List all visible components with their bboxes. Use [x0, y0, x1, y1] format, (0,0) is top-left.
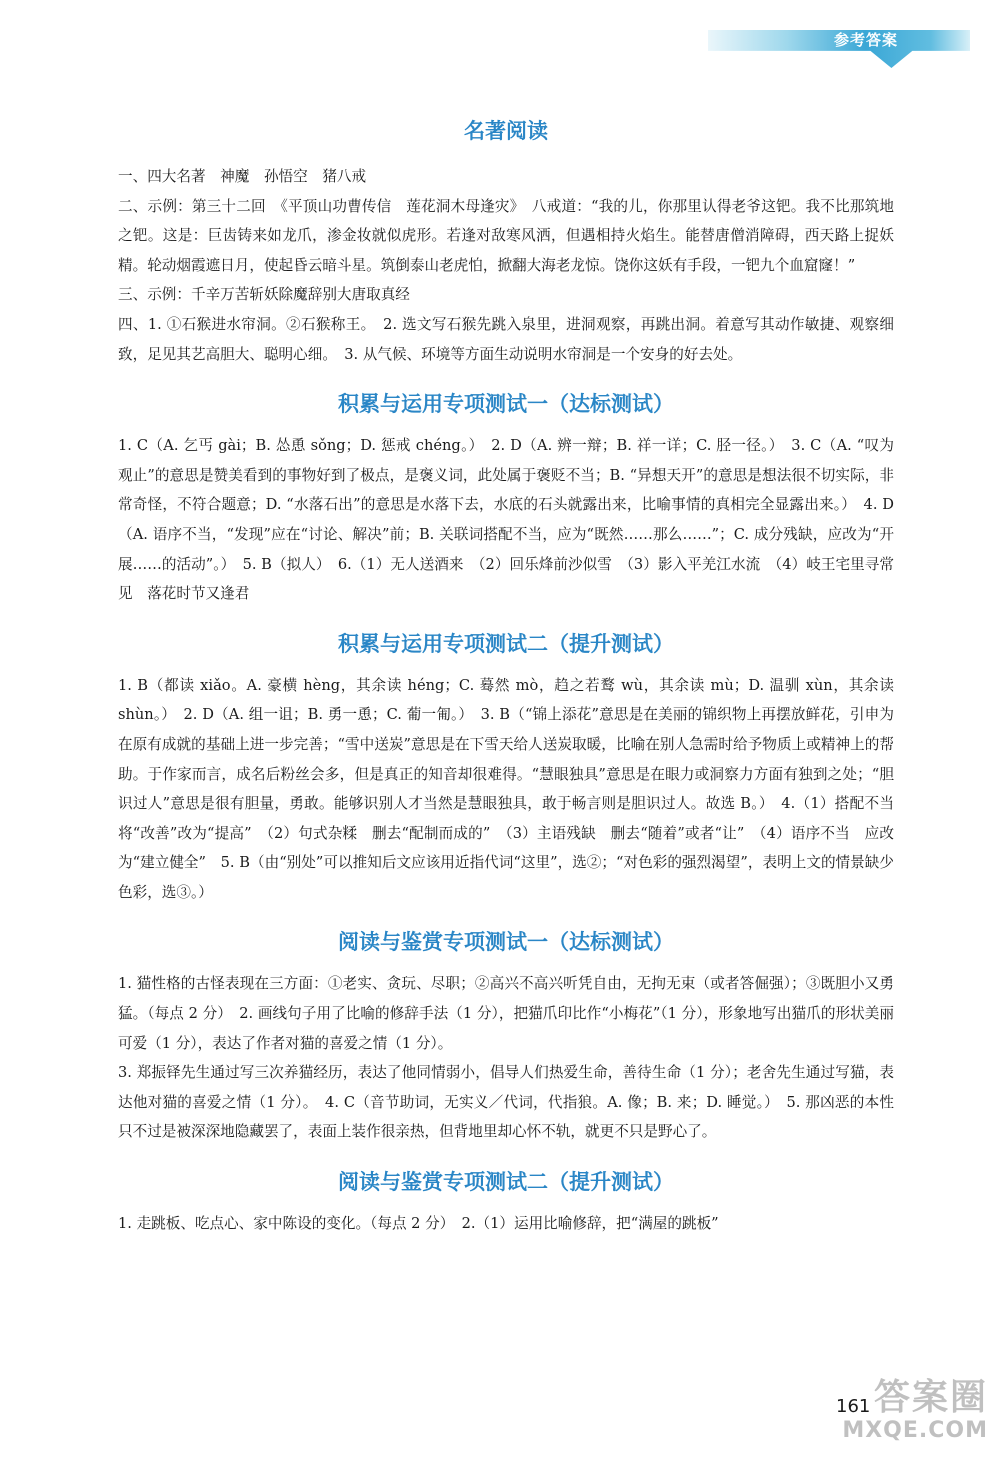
section-title: 积累与运用专项测试一（达标测试） — [338, 392, 674, 417]
answer-paragraph: 1. 走跳板、吃点心、家中陈设的变化。（每点 2 分） 2.（1）运用比喻修辞，把“满屋的跳板” — [118, 1215, 719, 1233]
answer-content — [118, 112, 894, 1239]
section-title: 名著阅读 — [464, 119, 548, 143]
section-usage-test-2 — [118, 629, 894, 908]
section-classics-reading — [118, 116, 894, 369]
header-tag: 参考答案 — [833, 32, 898, 49]
answer-paragraph: 一、四大名著 神魔 孙悟空 猪八戒 — [118, 168, 367, 185]
answer-paragraph: 3. 郑振铎先生通过写三次养猫经历，表达了他同情弱小，倡导人们热爱生命，善待生命（1 分）；老舍先生通过写猫，表达他对猫的喜爱之情（1 分）。 4. C（音节助词，无实义／代词，代指狼。A. 像；B. 来；D. 睡觉。） 5. 那凶恶的本性只不过是被深深地隐藏罢了，表面上装作很亲热，但背地里却心怀不轨，就更不只是野心了。 — [118, 1064, 894, 1141]
page-number: 161 — [836, 1396, 871, 1417]
answer-paragraph: 四、1. ①石猴进水帘洞。②石猴称王。 2. 选文写石猴先跳入泉里，进洞观察，再跳出洞。着意写其动作敏捷、观察细致，足见其艺高胆大、聪明心细。 3. 从气候、环境等方面生动说明水帘洞是一个安身的好去处。 — [118, 315, 894, 363]
section-title: 积累与运用专项测试二（提升测试） — [338, 631, 674, 656]
answer-paragraph: 1. B（都读 xiǎo。A. 豪横 hèng，其余读 héng；C. 蓦然 mò，趋之若鹜 wù，其余读 mù；D. 温驯 xùn，其余读 shùn。） 2. D（A. 组一诅；B. 勇一恿；C. 葡一匍。） 3. B（“锦上添花”意思是在美丽的锦织物上再摆放鲜花，引申为在原有成就的基础上进一步完善；“雪中送炭”意思是在下雪天给人送炭取暖，比喻在别人急需时给予物质上或精神上的帮助。于作家而言，成名后粉丝会多，但是真正的知音却很难得。“慧眼独具”意思是在眼力或洞察力方面有独到之处；“胆识过人”意思是很有胆量，勇敢。能够识别人才当然是慧眼独具，敢于畅言则是胆识过人。故选 B。） 4.（1）搭配不当将“改善”改为“提高” （2）句式杂糅 删去“配制而成的” （3）主语残缺 删去“随着”或者“让” （4）语序不当 应改为“建立健全” 5. B（由“别处”可以推知后文应该用近指代词“这里”，选②；“对色彩的强烈渴望”，表明上文的情景缺少色彩，选③。） — [118, 676, 894, 901]
watermark-line-1: 答案圈 — [873, 1377, 988, 1418]
section-reading-test-2 — [118, 1167, 894, 1239]
answer-paragraph: 1. 猫性格的古怪表现在三方面：①老实、贪玩、尽职；②高兴不高兴听凭自由，无拘无束（或者答倔强）；③既胆小又勇猛。（每点 2 分） 2. 画线句子用了比喻的修辞手法（1 分），把猫爪印比作“小梅花”（1 分），形象地写出猫爪的形状美丽可爱（1 分），表达了作者对猫的喜爱之情（1 分）。 — [118, 975, 894, 1052]
section-reading-test-1 — [118, 927, 894, 1147]
section-usage-test-1 — [118, 389, 894, 609]
watermark-logo — [838, 1378, 988, 1460]
answer-paragraph: 1. C（A. 乞丐 gài；B. 怂恿 sǒng；D. 惩戒 chéng。） 2. D（A. 辨一辩；B. 祥一详；C. 胫一径。） 3. C（A. “叹为观止”的意思是赞美看到的事物好到了极点，是褒义词，此处属于褒贬不当；B. “异想天开”的意思是想法很不切实际，非常奇怪，不符合题意；D. “水落石出”的意思是水落下去，水底的石头就露出来，比喻事情的真相完全显露出来。） 4. D（A. 语序不当，“发现”应在“讨论、解决”前；B. 关联词搭配不当，应为“既然……那么……”；C. 成分残缺，应改为“开展……的活动”。） 5. B（拟人） 6.（1）无人送酒来 （2）回乐烽前沙似雪 （3）影入平羌江水流 （4）岐王宅里寻常见 落花时节又逢君 — [118, 437, 894, 603]
section-title: 阅读与鉴赏专项测试一（达标测试） — [338, 930, 674, 955]
answer-paragraph: 三、示例：千辛万苦斩妖除魔辞别大唐取真经 — [118, 286, 410, 304]
answer-paragraph: 二、示例：第三十二回 《平顶山功曹传信 莲花洞木母逢灾》 八戒道：“我的儿，你那里认得老爷这钯。我不比那筑地之钯。这是：巨齿铸来如龙爪，渗金妆就似虎形。若逢对敌寒风洒，但遇相持火焰生。能替唐僧消障碍，西天路上捉妖精。轮动烟霞遮日月，使起昏云暗斗星。筑倒泰山老虎怕，掀翻大海老龙惊。饶你这妖有手段，一钯九个血窟窿！” — [118, 197, 894, 274]
watermark-line-2: MXQE.COM — [842, 1418, 988, 1443]
section-title: 阅读与鉴赏专项测试二（提升测试） — [338, 1170, 674, 1195]
